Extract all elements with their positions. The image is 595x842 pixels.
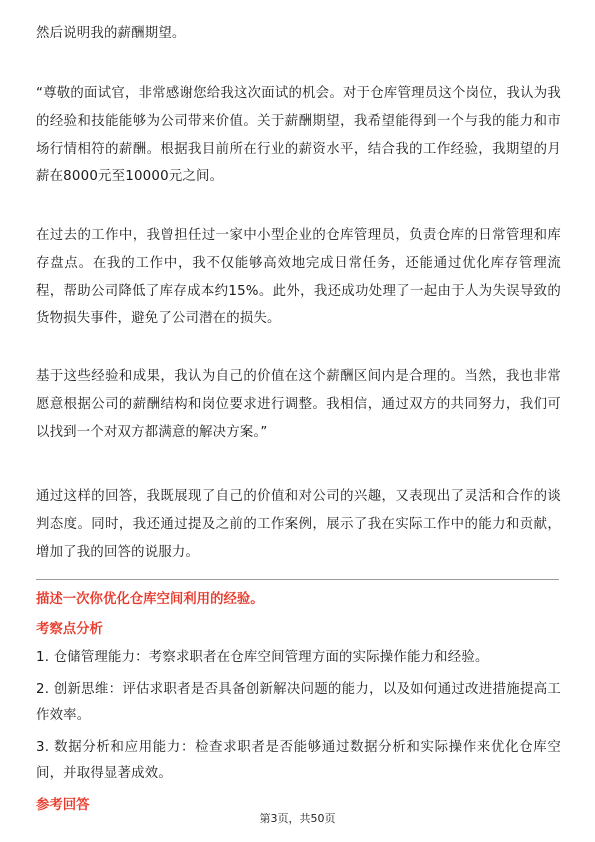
paragraph-salary-expectation: “尊敬的面试官，非常感谢您给我这次面试的机会。对于仓库管理员这个岗位，我认为我的经验和技能能够为公司带来价值。关于薪酬期望，我希望能得到一个与我的能力和市场行情相符的薪酬。根据我目前所在行业的薪资水平，结合我的工作经验，我期望的月薪在8000元至10000元之间。 bbox=[36, 86, 561, 185]
paragraph-work-experience: 在过去的工作中，我曾担任过一家中小型企业的仓库管理员，负责仓库的日常管理和库存盘点。在我的工作中，我不仅能够高效地完成日常任务，还能通过优化库存管理流程，帮助公司降低了库存成本约15%。此外，我还成功处理了一起由于人为失误导致的货物损失事件，避免了公司潜在的损失。 bbox=[36, 228, 561, 327]
intro-line: 然后说明我的薪酬期望。 bbox=[36, 26, 186, 41]
question-title: 描述一次你优化仓库空间利用的经验。 bbox=[36, 592, 264, 607]
key-points-list bbox=[36, 645, 561, 793]
paragraph-value-reasoning: 基于这些经验和成果，我认为自己的价值在这个薪酬区间内是合理的。当然，我也非常愿意根据公司的薪酬结构和岗位要求进行调整。我相信，通过双方的共同努力，我们可以找到一个对双方都满意的解决方案。” bbox=[36, 369, 561, 440]
key-point-item: 1. 仓储管理能力：考察求职者在仓库空间管理方面的实际操作能力和经验。 bbox=[36, 650, 489, 665]
answer-heading: 参考回答 bbox=[36, 798, 90, 813]
key-point-item: 2. 创新思维：评估求职者是否具备创新解决问题的能力，以及如何通过改进措施提高工作效率。 bbox=[36, 682, 561, 723]
key-points-heading: 考察点分析 bbox=[36, 622, 103, 637]
paragraph-summary: 通过这样的回答，我既展现了自己的价值和对公司的兴趣，又表现出了灵活和合作的谈判态度。同时，我还通过提及之前的工作案例，展示了我在实际工作中的能力和贡献，增加了我的回答的说服力。 bbox=[36, 489, 561, 560]
key-point-item: 3. 数据分析和应用能力：检查求职者是否能够通过数据分析和实际操作来优化仓库空间，并取得显著成效。 bbox=[36, 740, 561, 781]
section-divider bbox=[36, 579, 559, 580]
page-number-footer: 第3页，共50页 bbox=[259, 812, 336, 825]
